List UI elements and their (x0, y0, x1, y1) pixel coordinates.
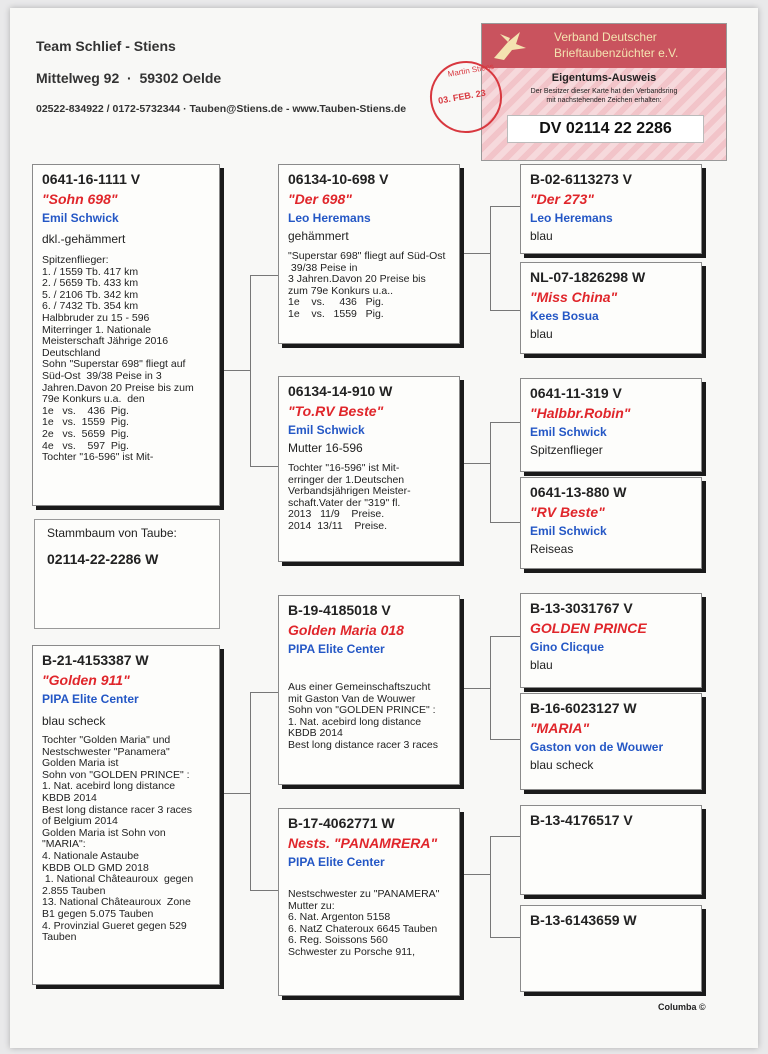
connector (490, 206, 520, 207)
notes: Tochter "16-596" ist Mit- erringer der 1.Deutschen Verbandsjährigen Meister- schaft.Vater der "319" fl. 2013 11/9 Preise. 2014 13/11 Preise. (288, 462, 411, 532)
color: blau scheck (42, 714, 106, 728)
ring-number: B-13-4176517 V (530, 812, 633, 828)
footer-brand: Columba © (658, 1002, 706, 1012)
breeder: Emil Schwick (530, 524, 607, 538)
connector (490, 836, 491, 937)
pigeon-name: "Der 273" (530, 191, 594, 207)
team-contact: 02522-834922 / 0172-5732344 · Tauben@Stiens.de - www.Tauben-Stiens.de (36, 103, 407, 115)
notes: Spitzenflieger: 1. / 1559 Tb. 417 km 2. / 5659 Tb. 433 km 5. / 2106 Tb. 342 km 6. / 7432 Tb. 354 km Halbbruder zu 15 - 596 Miterringer 1. Nationale Meisterschaft Jährige 2016 Deutschland Sohn "Superstar 698" fliegt auf Süd-Ost 39/38 Peise in 3 Jahren.Davon 20 Preise bis zum 79e Konkurs u.a. den 1e vs. 436 Pig. 1e vs. 1559 Pig. 2e vs. 5659 Pig. 4e vs. 597 Pig. Tochter "16-596" ist Mit- (42, 254, 194, 464)
pigeon-name: "RV Beste" (530, 504, 605, 520)
team-name: Team Schlief - Stiens (36, 38, 176, 54)
breeder: Kees Bosua (530, 309, 599, 323)
pedigree-sheet (10, 8, 758, 1048)
ring-number: B-17-4062771 W (288, 815, 395, 831)
breeder: Leo Heremans (288, 211, 371, 225)
connector (490, 636, 520, 637)
card-org-line2: Brieftaubenzüchter e.V. (554, 46, 679, 60)
breeder: Emil Schwick (42, 211, 119, 225)
ring-number: 06134-14-910 W (288, 383, 393, 399)
breeder: PIPA Elite Center (288, 642, 385, 656)
connector (460, 253, 490, 254)
pigeon-name: "MARIA" (530, 720, 590, 736)
breeder: PIPA Elite Center (288, 855, 385, 869)
granddam-maternal-card (278, 808, 460, 996)
connector (220, 370, 250, 371)
great-grandparent-card (520, 805, 702, 895)
ring-number: B-13-6143659 W (530, 912, 637, 928)
notes: Aus einer Gemeinschaftszucht mit Gaston Van de Wouwer Sohn von "GOLDEN PRINCE" : 1. Nat. acebird long distance KBDB 2014 Best long distance racer 3 races (288, 681, 438, 751)
pigeon-name: "Sohn 698" (42, 191, 118, 207)
color: gehämmert (288, 229, 349, 243)
pigeon-name: "Der 698" (288, 191, 352, 207)
color: dkl.-gehämmert (42, 232, 126, 246)
connector (220, 793, 250, 794)
granddam-paternal-card (278, 376, 460, 562)
connector (250, 275, 280, 276)
color: Mutter 16-596 (288, 441, 363, 455)
pigeon-name: Golden Maria 018 (288, 622, 404, 638)
great-grandparent-card (520, 378, 702, 472)
color: Spitzenflieger (530, 443, 603, 457)
great-grandparent-card (520, 593, 702, 688)
ring-number: 0641-13-880 W (530, 484, 627, 500)
connector (490, 206, 491, 310)
connector (460, 688, 490, 689)
breeder: Leo Heremans (530, 211, 613, 225)
connector (250, 692, 251, 890)
color: blau (530, 327, 553, 341)
connector (460, 874, 490, 875)
card-org-line1: Verband Deutscher (554, 30, 657, 44)
subject-ring: 02114-22-2286 W (47, 551, 159, 567)
connector (490, 636, 491, 739)
breeder: Emil Schwick (288, 423, 365, 437)
pigeon-name: "Halbbr.Robin" (530, 405, 631, 421)
connector (490, 522, 520, 523)
pigeon-name: "To.RV Beste" (288, 403, 384, 419)
stamp-name: Martin Stiens (447, 61, 495, 79)
pigeon-name: Nests. "PANAMRERA" (288, 835, 438, 851)
great-grandparent-card (520, 164, 702, 254)
connector (250, 890, 280, 891)
ownership-card (481, 23, 727, 161)
connector (490, 422, 520, 423)
breeder: Gino Clicque (530, 640, 605, 654)
great-grandparent-card (520, 262, 702, 354)
color: blau (530, 229, 553, 243)
grandsire-maternal-card (278, 595, 460, 785)
great-grandparent-card (520, 905, 702, 992)
breeder: PIPA Elite Center (42, 692, 139, 706)
card-subtitle-2: mit nachstehenden Zeichen erhalten: (546, 97, 662, 104)
connector (250, 275, 251, 466)
sire-card (32, 164, 220, 506)
team-address: Mittelweg 92 · 59302 Oelde (36, 70, 222, 86)
card-ring-number: DV 02114 22 2286 (507, 115, 704, 143)
card-title: Eigentums-Ausweis (551, 72, 657, 84)
color: blau (530, 658, 553, 672)
card-header (482, 24, 726, 68)
stamp-date: 03. FEB. 23 (437, 87, 487, 106)
subject-label: Stammbaum von Taube: (47, 526, 177, 540)
ring-number: B-21-4153387 W (42, 652, 149, 668)
notes: "Superstar 698" fliegt auf Süd-Ost 39/38 Peise in 3 Jahren.Davon 20 Preise bis zum 79e Konkurs u.a.. 1e vs. 436 Pig. 1e vs. 1559 Pig. (288, 250, 446, 320)
pigeon-name: GOLDEN PRINCE (530, 620, 647, 636)
connector (490, 422, 491, 522)
ring-number: B-19-4185018 V (288, 602, 391, 618)
great-grandparent-card (520, 693, 702, 790)
connector (490, 739, 520, 740)
ring-number: 0641-16-1111 V (42, 171, 141, 187)
dam-card (32, 645, 220, 985)
color: blau scheck (530, 758, 594, 772)
dove-logo-icon (490, 28, 530, 64)
connector (250, 692, 280, 693)
subject-card (34, 519, 220, 629)
breeder: Emil Schwick (530, 425, 607, 439)
ring-number: 0641-11-319 V (530, 385, 622, 401)
color: Reiseas (530, 542, 574, 556)
pigeon-name: "Miss China" (530, 289, 618, 305)
connector (490, 310, 520, 311)
notes: Nestschwester zu "PANAMERA" Mutter zu: 6. Nat. Argenton 5158 6. NatZ Chateroux 6645 Tauben 6. Reg. Soissons 560 Schwester zu Porsche 911, (288, 888, 440, 958)
card-subtitle-1: Der Besitzer dieser Karte hat den Verbandsring (530, 88, 678, 95)
ring-number: B-13-3031767 V (530, 600, 633, 616)
connector (490, 836, 520, 837)
breeder: Gaston von de Wouwer (530, 740, 664, 754)
ring-number: NL-07-1826298 W (530, 269, 646, 285)
grandsire-paternal-card (278, 164, 460, 344)
ring-number: B-02-6113273 V (530, 171, 632, 187)
connector (490, 937, 520, 938)
ring-number: 06134-10-698 V (288, 171, 389, 187)
great-grandparent-card (520, 477, 702, 569)
ring-number: B-16-6023127 W (530, 700, 637, 716)
pigeon-name: "Golden 911" (42, 672, 130, 688)
notes: Tochter "Golden Maria" und Nestschwester "Panamera" Golden Maria ist Sohn von "GOLDEN PRINCE" : 1. Nat. acebird long distance KBDB 2014 Best long distance racer 3 races of Belgium 2014 Golden Maria ist Sohn von "MARIA": 4. Nationale Astaube KBDB OLD GMD 2018 1. National Châteauroux gegen 2.855 Tauben 13. National Châteauroux Zone B1 gegen 5.075 Tauben 4. Provinzial Gueret gegen 529 Tauben (42, 734, 194, 944)
connector (250, 466, 280, 467)
connector (460, 463, 490, 464)
